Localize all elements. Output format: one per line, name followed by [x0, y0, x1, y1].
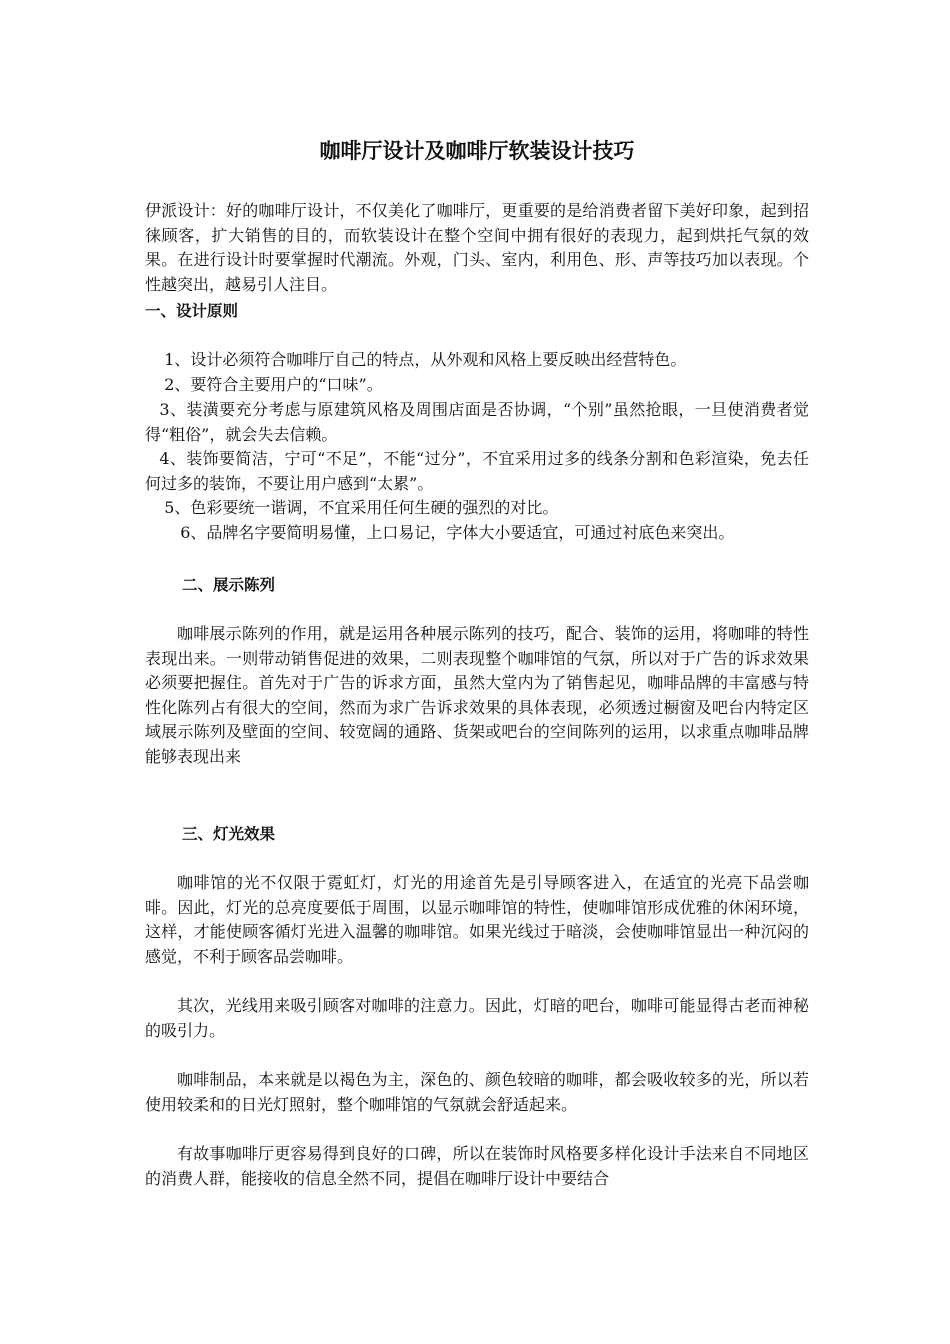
principle-item-1: 1、设计必须符合咖啡厅自己的特点，从外观和风格上要反映出经营特色。 — [164, 350, 687, 369]
section-heading-display: 二、展示陈列 — [182, 576, 276, 594]
section-heading-design-principles: 一、设计原则 — [145, 302, 239, 320]
lighting-paragraph-3: 咖啡制品，本来就是以褐色为主，深色的、颜色较暗的咖啡，都会吸收较多的光，所以若使用较柔和的日光灯照射，整个咖啡馆的气氛就会舒适起来。 — [145, 1070, 809, 1114]
section-heading-lighting: 三、灯光效果 — [182, 825, 276, 843]
principle-item-5: 5、色彩要统一谐调，不宜采用任何生硬的强烈的对比。 — [164, 498, 559, 517]
lighting-paragraph-1: 咖啡馆的光不仅限于霓虹灯，灯光的用途首先是引导顾客进入，在适宜的光亮下品尝咖啡。因此，灯光的总亮度要低于周围，以显示咖啡馆的特性，使咖啡馆形成优雅的休闲环境，这样，才能使顾客循灯光进入温馨的咖啡馆。如果光线过于暗淡，会使咖啡馆显出一种沉闷的感觉，不利于顾客品尝咖啡。 — [145, 873, 809, 966]
principle-item-4: 4、装饰要简洁，宁可“不足”，不能“过分”，不宜采用过多的线条分割和色彩渲染，免去任何过多的装饰，不要让用户感到“太累”。 — [145, 449, 809, 493]
lighting-paragraph-2: 其次，光线用来吸引顾客对咖啡的注意力。因此，灯暗的吧台，咖啡可能显得古老而神秘的吸引力。 — [145, 996, 809, 1040]
principle-item-3: 3、装潢要充分考虑与原建筑风格及周围店面是否协调，“个别”虽然抢眼，一旦使消费者觉得“粗俗”，就会失去信赖。 — [145, 400, 809, 444]
document-title: 咖啡厅设计及咖啡厅软装设计技巧 — [319, 139, 635, 163]
principle-item-2: 2、要符合主要用户的“口味”。 — [164, 375, 383, 394]
lighting-paragraph-4: 有故事咖啡厅更容易得到良好的口碑，所以在装饰时风格要多样化设计手法来自不同地区的消费人群，能接收的信息全然不同，提倡在咖啡厅设计中要结合 — [145, 1144, 809, 1188]
principle-item-6: 6、品牌名字要简明易懂，上口易记，字体大小要适宜，可通过衬底色来突出。 — [180, 523, 735, 542]
intro-paragraph: 伊派设计：好的咖啡厅设计，不仅美化了咖啡厅，更重要的是给消费者留下美好印象，起到招徕顾客，扩大销售的目的，而软装设计在整个空间中拥有很好的表现力，起到烘托气氛的效果。在进行设计时要掌握时代潮流。外观，门头、室内，利用色、形、声等技巧加以表现。个性越突出，越易引人注目。 — [145, 201, 809, 294]
display-paragraph: 咖啡展示陈列的作用，就是运用各种展示陈列的技巧，配合、装饰的运用，将咖啡的特性表现出来。一则带动销售促进的效果，二则表现整个咖啡馆的气氛，所以对于广告的诉求效果必须要把握住。首先对于广告的诉求方面，虽然大堂内为了销售起见，咖啡品牌的丰富感与特性化陈列占有很大的空间，然而为求广告诉求效果的具体表现，必须透过橱窗及吧台内特定区域展示陈列及壁面的空间、较宽阔的通路、货架或吧台的空间陈列的运用，以求重点咖啡品牌能够表现出来 — [145, 624, 809, 766]
